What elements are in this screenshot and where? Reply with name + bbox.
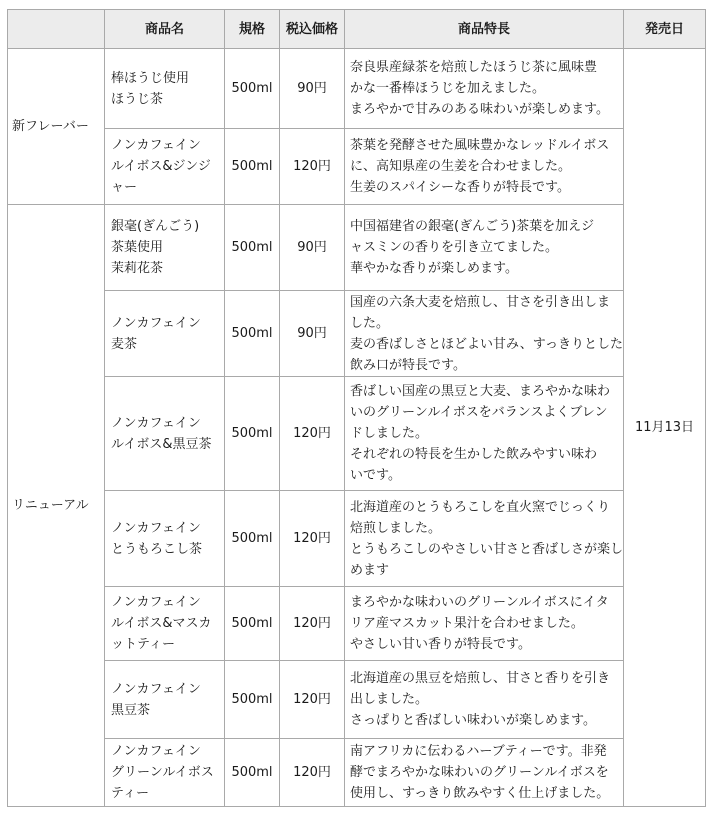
size-cell: 500ml bbox=[225, 587, 280, 661]
feature-line: 焙煎しました。 bbox=[350, 520, 442, 536]
price-cell: 120円 bbox=[280, 587, 345, 661]
feature-line: 生姜のスパイシーな香りが特長です。 bbox=[350, 180, 570, 195]
header-features: 商品特長 bbox=[345, 10, 624, 49]
features-cell bbox=[345, 661, 624, 739]
product-name-cell bbox=[105, 661, 225, 739]
product-name-line: ャー bbox=[111, 180, 138, 195]
table-row bbox=[8, 739, 706, 807]
features-cell bbox=[345, 377, 624, 491]
feature-line: 茶葉を発酵させた風味豊かなレッドルイボス bbox=[350, 138, 610, 153]
price-cell: 90円 bbox=[280, 205, 345, 291]
product-name-line: 棒ほうじ使用 bbox=[111, 70, 190, 86]
product-name-line: 茉莉花茶 bbox=[111, 261, 164, 276]
table-row bbox=[8, 205, 706, 291]
release-date-cell: 11月13日 bbox=[624, 49, 706, 807]
price-cell: 120円 bbox=[280, 129, 345, 205]
table-row bbox=[8, 377, 706, 491]
category-cell: 新フレーバー bbox=[8, 49, 105, 205]
feature-line: それぞれの特長を生かした飲みやすい味わ bbox=[350, 447, 598, 462]
feature-line: に、高知県産の生姜を合わせました。 bbox=[350, 159, 572, 174]
feature-line: 香ばしい国産の黒豆と大麦、まろやかな味わ bbox=[350, 384, 611, 399]
product-name-cell bbox=[105, 129, 225, 205]
table-body bbox=[8, 49, 706, 807]
size-cell: 500ml bbox=[225, 661, 280, 739]
product-name-line: ルイボス&黒豆茶 bbox=[111, 436, 212, 452]
size-cell: 500ml bbox=[225, 291, 280, 377]
product-name-line: ットティー bbox=[111, 637, 175, 652]
size-cell: 500ml bbox=[225, 129, 280, 205]
feature-line: まろやかな味わいのグリーンルイボスにイタ bbox=[350, 595, 609, 610]
size-cell: 500ml bbox=[225, 205, 280, 291]
product-name-line: ノンカフェイン bbox=[111, 595, 201, 610]
features-cell bbox=[345, 739, 624, 807]
product-name-line: ノンカフェイン bbox=[111, 415, 201, 431]
features-cell bbox=[345, 129, 624, 205]
product-name-cell bbox=[105, 377, 225, 491]
feature-line: 出しました。 bbox=[350, 692, 429, 707]
feature-line: いのグリーンルイボスをバランスよくブレン bbox=[350, 405, 608, 420]
feature-line: とうもろこしのやさしい甘さと香ばしさが楽し bbox=[350, 541, 624, 557]
product-name-line: ほうじ茶 bbox=[111, 91, 164, 107]
header-category bbox=[8, 10, 105, 49]
product-name-line: 麦茶 bbox=[111, 336, 138, 352]
header-product-name: 商品名 bbox=[105, 10, 225, 49]
table-row bbox=[8, 661, 706, 739]
product-name-line: とうもろこし茶 bbox=[111, 541, 203, 557]
feature-line: やさしい甘い香りが特長です。 bbox=[350, 637, 531, 652]
price-cell: 120円 bbox=[280, 661, 345, 739]
feature-line: いです。 bbox=[350, 468, 401, 483]
feature-line: ドしました。 bbox=[350, 426, 429, 441]
table-row bbox=[8, 491, 706, 587]
feature-line: ャスミンの香りを引き立てました。 bbox=[350, 240, 559, 255]
size-cell: 500ml bbox=[225, 49, 280, 129]
price-cell: 120円 bbox=[280, 739, 345, 807]
table-row bbox=[8, 587, 706, 661]
product-name-line: 銀毫(ぎんごう) bbox=[111, 219, 200, 234]
features-cell bbox=[345, 291, 624, 377]
size-cell: 500ml bbox=[225, 377, 280, 491]
header-price: 税込価格 bbox=[280, 10, 345, 49]
product-name-line: ルイボス&ジンジ bbox=[111, 159, 211, 174]
size-cell: 500ml bbox=[225, 491, 280, 587]
product-name-line: 茶葉使用 bbox=[111, 240, 164, 255]
product-name-line: ノンカフェイン bbox=[111, 138, 201, 153]
price-cell: 90円 bbox=[280, 291, 345, 377]
product-name-cell bbox=[105, 49, 225, 129]
feature-line: 使用し、すっきり飲みやすく仕上げました。 bbox=[350, 786, 610, 801]
header-row bbox=[8, 10, 706, 49]
product-name-line: グリーンルイボス bbox=[111, 765, 214, 780]
category-cell: リニューアル bbox=[8, 205, 105, 807]
feature-line: 麦の香ばしさとほどよい甘み、すっきりとした bbox=[350, 336, 624, 352]
size-cell: 500ml bbox=[225, 739, 280, 807]
feature-line: かな一番棒ほうじを加えました。 bbox=[350, 81, 546, 96]
feature-line: 北海道産のとうもろこしを直火窯でじっくり bbox=[350, 499, 611, 515]
feature-line: 国産の六条大麦を焙煎し、甘さを引き出しま bbox=[350, 294, 611, 310]
header-size: 規格 bbox=[225, 10, 280, 49]
product-name-line: ノンカフェイン bbox=[111, 681, 201, 697]
features-cell bbox=[345, 49, 624, 129]
feature-line: まろやかで甘みのある味わいが楽しめます。 bbox=[350, 102, 609, 117]
price-cell: 90円 bbox=[280, 49, 345, 129]
feature-line: さっぱりと香ばしい味わいが楽しめます。 bbox=[350, 713, 596, 728]
product-name-line: ルイボス&マスカ bbox=[111, 616, 212, 631]
features-cell bbox=[345, 491, 624, 587]
table-row bbox=[8, 291, 706, 377]
product-name-line: 黒豆茶 bbox=[111, 702, 151, 718]
feature-line: 奈良県産緑茶を焙煎したほうじ茶に風味豊 bbox=[350, 60, 598, 75]
feature-line: 中国福建省の銀毫(ぎんごう)茶葉を加えジ bbox=[350, 219, 595, 234]
features-cell bbox=[345, 587, 624, 661]
price-cell: 120円 bbox=[280, 491, 345, 587]
price-cell: 120円 bbox=[280, 377, 345, 491]
product-name-cell bbox=[105, 491, 225, 587]
feature-line: 華やかな香りが楽しめます。 bbox=[350, 261, 518, 276]
feature-line: めます bbox=[350, 562, 390, 578]
feature-line: 北海道産の黒豆を焙煎し、甘さと香りを引き bbox=[350, 671, 611, 686]
table-row bbox=[8, 49, 706, 129]
product-name-line: ノンカフェイン bbox=[111, 744, 201, 759]
feature-line: した。 bbox=[350, 315, 390, 331]
header-release-date: 発売日 bbox=[624, 10, 706, 49]
product-name-line: ノンカフェイン bbox=[111, 520, 201, 536]
product-table bbox=[7, 9, 706, 807]
product-name-cell bbox=[105, 739, 225, 807]
product-name-line: ティー bbox=[111, 786, 149, 801]
feature-line: 南アフリカに伝わるハーブティーです。非発 bbox=[350, 744, 607, 759]
product-name-line: ノンカフェイン bbox=[111, 315, 201, 331]
table-row bbox=[8, 129, 706, 205]
feature-line: 飲み口が特長です。 bbox=[350, 357, 466, 373]
feature-line: リア産マスカット果汁を合わせました。 bbox=[350, 616, 584, 631]
product-name-cell bbox=[105, 291, 225, 377]
features-cell bbox=[345, 205, 624, 291]
feature-line: 酵でまろやかな味わいのグリーンルイボスを bbox=[350, 765, 609, 780]
product-name-cell bbox=[105, 205, 225, 291]
product-name-cell bbox=[105, 587, 225, 661]
